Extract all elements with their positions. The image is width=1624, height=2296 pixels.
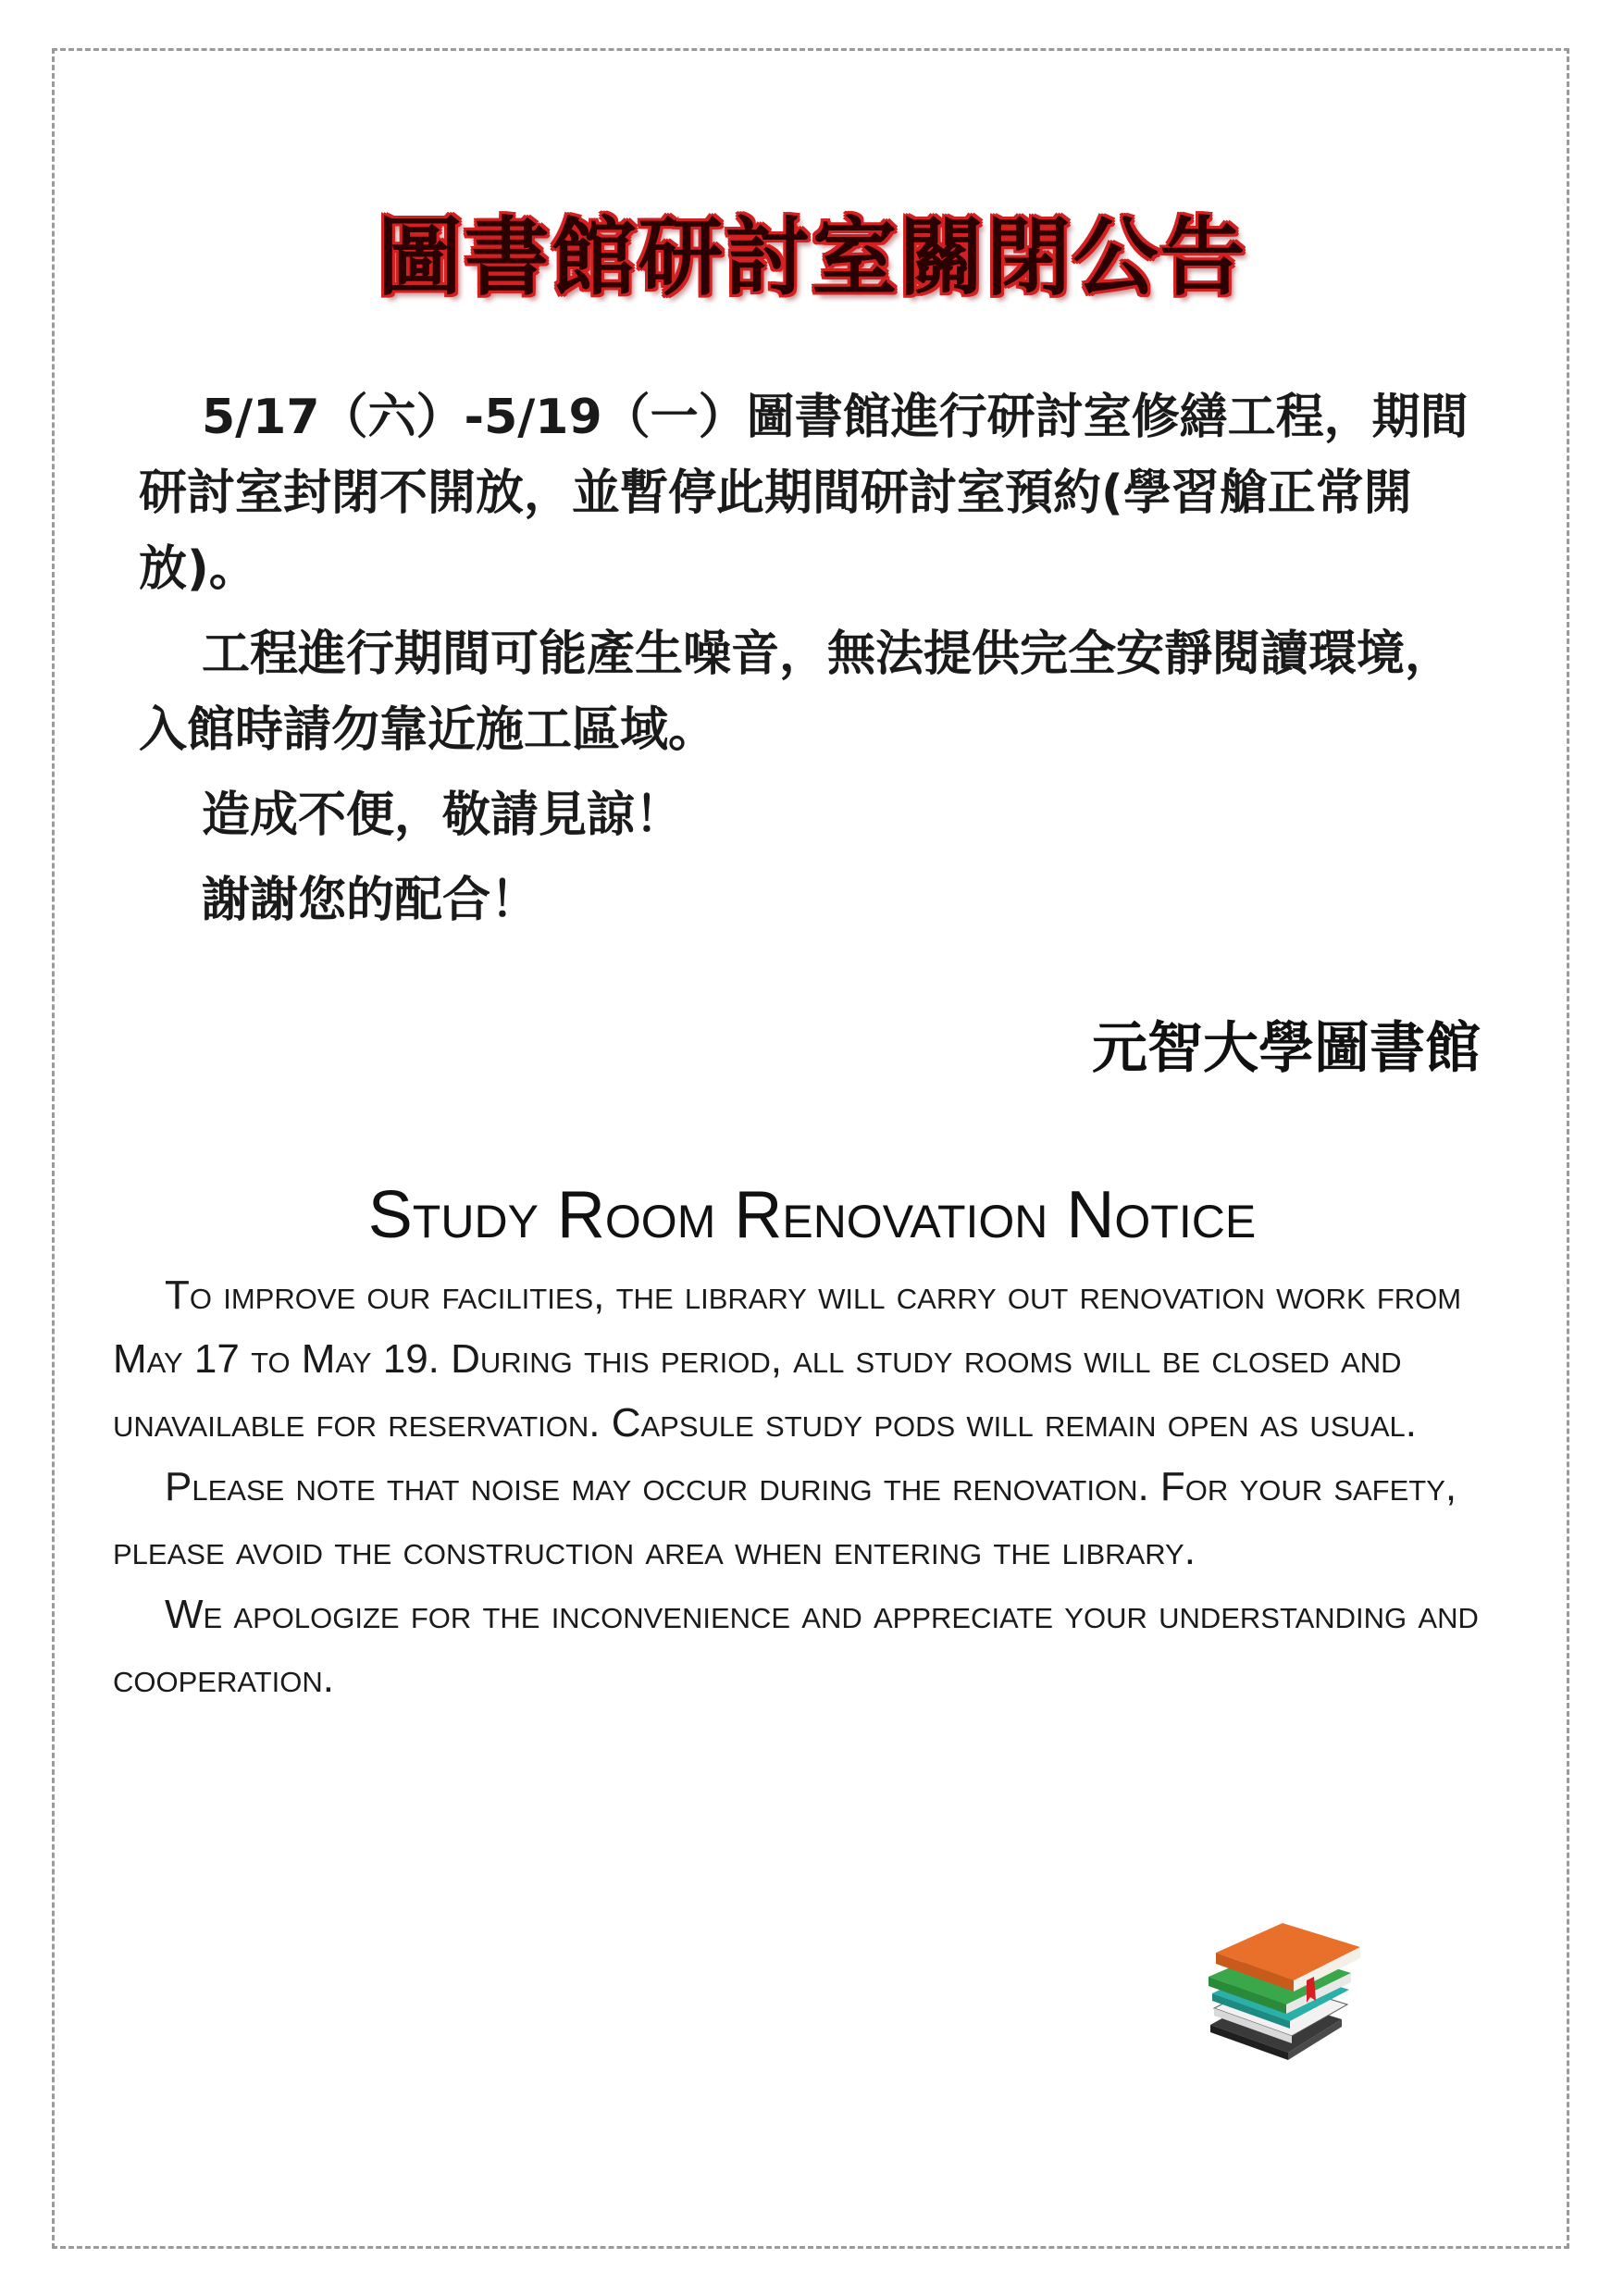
zh-paragraph-noise: 工程進行期間可能產生噪音，無法提供完全安靜閱讀環境，入館時請勿靠近施工區域。 xyxy=(139,627,1454,758)
en-body xyxy=(113,1263,1519,1710)
en-paragraph-closure: To improve our facilities, the library will carry out renovation work from May 17 to May 19. During this period, all study rooms will be closed and unavailable for reservation. Capsule study pods will remain open as usual. xyxy=(113,1272,1462,1446)
zh-signature: 元智大學圖書館 xyxy=(1092,1016,1481,1081)
en-title: Study Room Renovation Notice xyxy=(367,1178,1257,1252)
en-paragraph-apology: We apologize for the inconvenience and appreciate your understanding and cooperation. xyxy=(113,1592,1479,1701)
zh-title: 圖書館研討室關閉公告 xyxy=(377,208,1247,307)
book-stack-icon xyxy=(1203,1916,1370,2064)
zh-body xyxy=(139,379,1499,948)
en-paragraph-noise: Please note that noise may occur during the renovation. For your safety, please avoid the construction area when entering the library. xyxy=(113,1464,1457,1573)
zh-paragraph-thanks: 謝謝您的配合！ xyxy=(202,873,539,928)
zh-paragraph-apology: 造成不便，敬請見諒！ xyxy=(202,788,684,843)
zh-paragraph-closure: 5/17（六）-5/19（一）圖書館進行研討室修繕工程，期間研討室封閉不開放，並暫停此期間研討室預約(學習艙正常開放)。 xyxy=(139,390,1469,597)
